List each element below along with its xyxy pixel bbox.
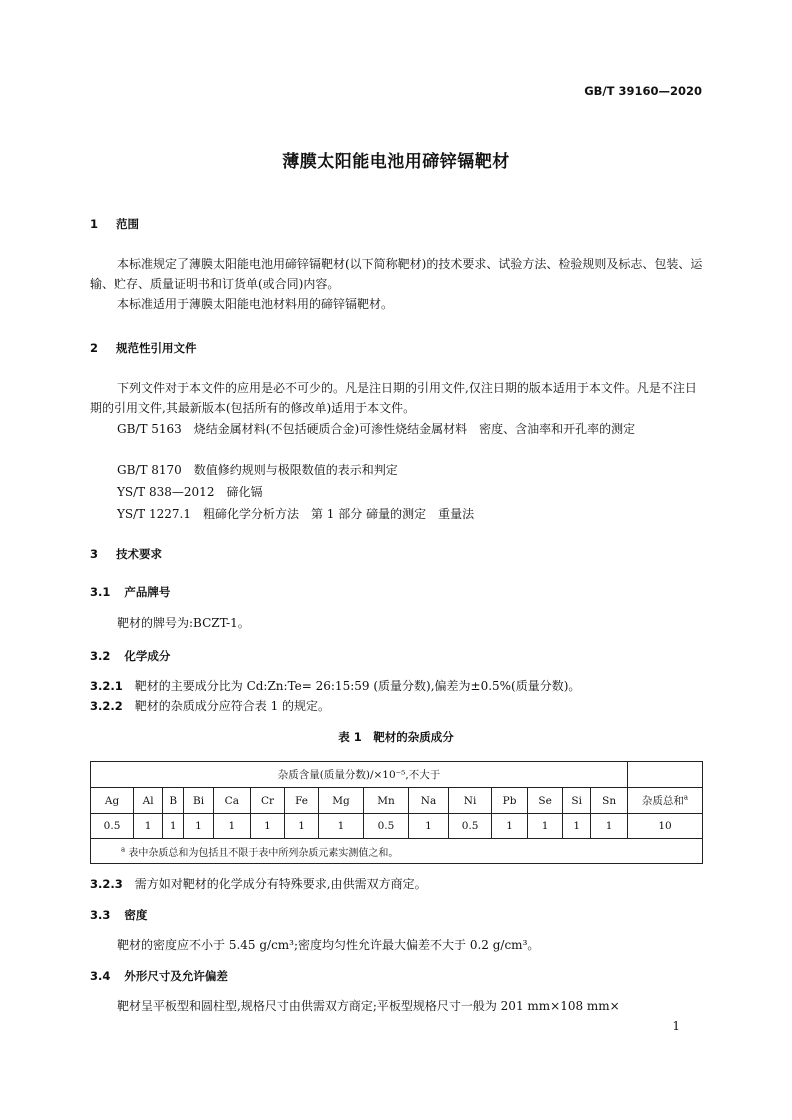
reference-gbt-5163: GB/T 5163 烧结金属材料(不包括硬质合金)可渗性烧结金属材料 密度、含油率和开孔率的测定 (117, 422, 636, 436)
value-bi: 1 (184, 814, 213, 839)
value-se: 1 (528, 814, 563, 839)
value-pb: 1 (492, 814, 528, 839)
section-3-2-2-number: 3.2.2 (90, 699, 123, 713)
section-3-3-number: 3.3 (90, 908, 111, 922)
value-mg: 1 (318, 814, 363, 839)
table-footnote (91, 839, 703, 864)
section-2-paragraph-1: 下列文件对于本文件的应用是必不可少的。凡是注日期的引用文件,仅注日期的版本适用于本文件。凡是不注日期的引用文件,其最新版本(包括所有的修改单)适用于本文件。 (90, 381, 697, 415)
section-2-number: 2 (90, 341, 99, 355)
element-mg: Mg (318, 788, 363, 814)
section-3-3-title: 密度 (124, 908, 148, 922)
table-value-row (91, 814, 703, 839)
impurity-table (90, 761, 703, 864)
section-1-heading (90, 216, 139, 232)
footnote-mark: a (121, 845, 126, 854)
total-impurity-header (628, 788, 703, 814)
page-number: 1 (672, 1019, 680, 1033)
table-footnote-row (91, 839, 703, 864)
element-ag: Ag (91, 788, 134, 814)
section-3-4-number: 3.4 (90, 969, 111, 983)
total-footnote-mark: a (683, 793, 689, 802)
value-ca: 1 (213, 814, 250, 839)
reference-yst-838: YS/T 838—2012 碲化镉 (117, 485, 263, 499)
section-3-2-2 (90, 696, 330, 716)
element-ni: Ni (449, 788, 492, 814)
section-3-3-text: 靶材的密度应不小于 5.45 g/cm³;密度均匀性允许最大偏差不大于 0.2 g/cm³。 (117, 938, 540, 952)
element-pb: Pb (492, 788, 528, 814)
section-3-2-heading (90, 648, 170, 664)
value-na: 1 (409, 814, 449, 839)
table-span-header: 杂质含量(质量分数)/×10⁻⁵,不大于 (91, 762, 628, 788)
section-3-2-number: 3.2 (90, 649, 111, 663)
section-3-number: 3 (90, 547, 99, 561)
section-3-2-1-text: 靶材的主要成分比为 Cd:Zn:Te= 26:15:59 (质量分数),偏差为±0.5%(质量分数)。 (134, 679, 581, 693)
value-ag: 0.5 (91, 814, 134, 839)
value-b: 1 (163, 814, 184, 839)
standard-number: GB/T 39160—2020 (584, 84, 702, 98)
element-al: Al (134, 788, 163, 814)
element-na: Na (409, 788, 449, 814)
value-al: 1 (134, 814, 163, 839)
section-3-4-title: 外形尺寸及允许偏差 (124, 969, 228, 983)
value-fe: 1 (285, 814, 319, 839)
element-mn: Mn (363, 788, 408, 814)
section-3-2-3-number: 3.2.3 (90, 877, 123, 891)
section-1-paragraph-2: 本标准适用于薄膜太阳能电池材料用的碲锌镉靶材。 (117, 297, 394, 311)
section-1-paragraph-1: 本标准规定了薄膜太阳能电池用碲锌镉靶材(以下简称靶材)的技术要求、试验方法、检验规则及标志、包装、运输、贮存、质量证明书和订货单(或合同)内容。 (90, 257, 703, 291)
section-3-2-3 (90, 874, 427, 894)
section-3-4-text: 靶材呈平板型和圆柱型,规格尺寸由供需双方商定;平板型规格尺寸一般为 201 mm×108 mm× (117, 999, 620, 1013)
table-1-caption: 表 1 靶材的杂质成分 (338, 730, 454, 744)
section-2-title: 规范性引用文件 (116, 341, 197, 355)
table-span-header-row (91, 762, 703, 788)
value-total: 10 (628, 814, 703, 839)
element-b: B (163, 788, 184, 814)
value-ni: 0.5 (449, 814, 492, 839)
section-3-1-heading (90, 584, 170, 600)
section-3-1-number: 3.1 (90, 585, 111, 599)
document-title: 薄膜太阳能电池用碲锌镉靶材 (282, 152, 510, 172)
section-3-2-3-text: 需方如对靶材的化学成分有特殊要求,由供需双方商定。 (134, 877, 427, 891)
value-sn: 1 (591, 814, 628, 839)
value-mn: 0.5 (363, 814, 408, 839)
section-3-3-heading (90, 907, 147, 923)
section-3-1-text: 靶材的牌号为:BCZT-1。 (117, 616, 250, 630)
section-3-2-1-number: 3.2.1 (90, 679, 123, 693)
total-impurity-label: 杂质总和 (641, 795, 684, 807)
section-2-heading (90, 340, 197, 356)
footnote-text: 表中杂质总和为包括且不限于表中所列杂质元素实测值之和。 (128, 847, 399, 859)
value-cr: 1 (250, 814, 284, 839)
element-sn: Sn (591, 788, 628, 814)
section-3-heading (90, 546, 162, 562)
element-se: Se (528, 788, 563, 814)
element-bi: Bi (184, 788, 213, 814)
reference-gbt-8170: GB/T 8170 数值修约规则与极限数值的表示和判定 (117, 463, 398, 477)
element-ca: Ca (213, 788, 250, 814)
section-3-title: 技术要求 (116, 547, 163, 561)
element-fe: Fe (285, 788, 319, 814)
element-cr: Cr (250, 788, 284, 814)
section-1-number: 1 (90, 217, 99, 231)
section-3-2-1 (90, 676, 580, 696)
section-3-4-heading (90, 968, 228, 984)
value-si: 1 (563, 814, 591, 839)
reference-yst-1227-1: YS/T 1227.1 粗碲化学分析方法 第 1 部分 碲量的测定 重量法 (117, 507, 475, 521)
section-1-title: 范围 (116, 217, 140, 231)
table-element-row (91, 788, 703, 814)
section-3-2-title: 化学成分 (124, 649, 171, 663)
section-3-2-2-text: 靶材的杂质成分应符合表 1 的规定。 (134, 699, 331, 713)
table-corner-blank (628, 762, 703, 788)
element-si: Si (563, 788, 591, 814)
section-3-1-title: 产品牌号 (124, 585, 171, 599)
